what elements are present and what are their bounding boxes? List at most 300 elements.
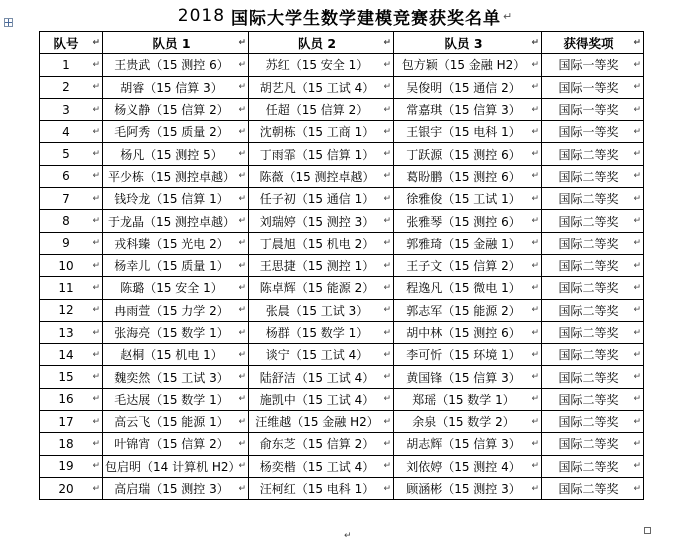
cell-text: 汪柯红（15 电科 1） [259, 482, 375, 497]
cell-text: 包启明（14 计算机 H2） [105, 459, 241, 474]
cell-end-mark-icon: ↵ [633, 37, 641, 48]
table-cell [103, 477, 249, 499]
cell-end-mark-icon: ↵ [92, 126, 100, 137]
cell-text: 12 [58, 303, 74, 318]
table-cell [103, 388, 249, 410]
table-row [40, 344, 644, 366]
cell-end-mark-icon: ↵ [531, 37, 539, 48]
table-cell [394, 366, 542, 388]
table-cell [542, 254, 644, 276]
cell-text: 程逸凡（15 微电 1） [406, 281, 521, 296]
table-cell [103, 433, 249, 455]
cell-text: 杨群（15 数学 1） [265, 326, 369, 340]
cell-text: 陈薇（15 测控卓越） [259, 169, 375, 184]
cell-end-mark-icon: ↵ [238, 438, 246, 449]
table-cell [542, 54, 644, 76]
cell-end-mark-icon: ↵ [383, 349, 391, 360]
cell-text: 胡志辉（15 信算 3） [406, 437, 521, 452]
cell-end-mark-icon: ↵ [238, 37, 246, 48]
table-row [40, 232, 644, 254]
cell-end-mark-icon: ↵ [633, 126, 641, 137]
cell-text: 16 [58, 392, 74, 407]
column-header-label: 队员 1 [152, 35, 191, 51]
cell-text: 1 [62, 57, 70, 72]
cell-text: 郑瑶（15 数学 1） [412, 392, 515, 407]
title-text: 国际大学生数学建模竞赛获奖名单 [231, 8, 502, 29]
table-cell [542, 121, 644, 143]
table-cell [249, 188, 394, 210]
cell-text: 余泉（15 数学 2） [412, 415, 515, 430]
cell-text: 国际一等奖 [558, 58, 619, 73]
table-cell [249, 254, 394, 276]
column-header-label: 队员 3 [444, 35, 483, 51]
cell-end-mark-icon: ↵ [531, 216, 539, 227]
table-cell [40, 165, 103, 187]
cell-text: 10 [58, 258, 74, 273]
cell-text: 平少栋（15 测控卓越） [107, 169, 236, 184]
table-cell [394, 143, 542, 165]
table-resize-handle[interactable] [644, 527, 651, 534]
cell-text: 15 [58, 370, 74, 385]
table-cell [249, 98, 394, 120]
table-cell [542, 210, 644, 232]
cell-text: 国际一等奖 [558, 125, 619, 140]
table-cell [103, 54, 249, 76]
table-cell [249, 321, 394, 343]
cell-end-mark-icon: ↵ [238, 260, 246, 271]
table-row [40, 321, 644, 343]
cell-text: 胡睿（15 信算 3） [120, 80, 223, 95]
paragraph-mark-icon: ↵ [503, 9, 514, 23]
cell-text: 胡中林（15 测控 6） [406, 326, 521, 340]
table-cell [542, 98, 644, 120]
cell-end-mark-icon: ↵ [383, 216, 391, 227]
cell-text: 国际二等奖 [558, 236, 619, 251]
table-cell [103, 232, 249, 254]
table-cell [103, 411, 249, 433]
cell-text: 9 [62, 236, 70, 251]
cell-text: 3 [62, 102, 70, 117]
table-row [40, 433, 644, 455]
cell-text: 毛阿秀（15 质量 2） [114, 125, 229, 140]
cell-text: 刘瑞婷（15 测控 3） [259, 214, 375, 229]
cell-text: 国际二等奖 [558, 281, 619, 296]
table-row [40, 477, 644, 499]
table-row [40, 143, 644, 165]
column-header [40, 32, 103, 54]
cell-text: 魏奕然（15 工试 3） [114, 370, 229, 385]
cell-text: 刘依婷（15 测控 4） [406, 459, 521, 474]
cell-text: 国际二等奖 [558, 192, 619, 207]
cell-end-mark-icon: ↵ [238, 483, 246, 494]
table-cell [249, 388, 394, 410]
cell-text: 国际二等奖 [558, 370, 619, 385]
table-cell [103, 121, 249, 143]
cell-text: 国际二等奖 [558, 147, 619, 162]
cell-text: 7 [62, 191, 70, 206]
cell-end-mark-icon: ↵ [633, 216, 641, 227]
cell-end-mark-icon: ↵ [92, 327, 100, 338]
table-cell [103, 277, 249, 299]
table-cell [40, 143, 103, 165]
cell-end-mark-icon: ↵ [633, 461, 641, 472]
cell-text: 沈朝栋（15 工商 1） [259, 125, 375, 140]
cell-text: 17 [58, 414, 74, 429]
table-cell [40, 254, 103, 276]
table-cell [103, 188, 249, 210]
cell-end-mark-icon: ↵ [383, 126, 391, 137]
cell-text: 冉雨萱（15 力学 2） [114, 303, 229, 318]
cell-end-mark-icon: ↵ [531, 104, 539, 115]
cell-end-mark-icon: ↵ [238, 149, 246, 160]
table-body [40, 54, 644, 500]
cell-end-mark-icon: ↵ [531, 82, 539, 93]
cell-end-mark-icon: ↵ [633, 260, 641, 271]
cell-end-mark-icon: ↵ [92, 349, 100, 360]
cell-end-mark-icon: ↵ [383, 82, 391, 93]
cell-end-mark-icon: ↵ [531, 372, 539, 383]
cell-end-mark-icon: ↵ [92, 461, 100, 472]
cell-text: 顾涵彬（15 测控 3） [406, 482, 521, 497]
table-cell [40, 232, 103, 254]
cell-end-mark-icon: ↵ [383, 37, 391, 48]
table-cell [394, 299, 542, 321]
cell-end-mark-icon: ↵ [238, 216, 246, 227]
cell-end-mark-icon: ↵ [531, 238, 539, 249]
cell-end-mark-icon: ↵ [238, 104, 246, 115]
table-cell [40, 121, 103, 143]
table-row [40, 121, 644, 143]
cell-text: 20 [58, 481, 74, 496]
table-cell [542, 143, 644, 165]
table-cell [394, 165, 542, 187]
cell-end-mark-icon: ↵ [92, 82, 100, 93]
table-cell [249, 165, 394, 187]
table-cell [40, 76, 103, 98]
cell-end-mark-icon: ↵ [383, 327, 391, 338]
table-cell [394, 344, 542, 366]
table-cell [394, 121, 542, 143]
cell-text: 6 [62, 169, 70, 184]
cell-end-mark-icon: ↵ [92, 416, 100, 427]
cell-text: 戎科臻（15 光电 2） [114, 236, 229, 251]
cell-end-mark-icon: ↵ [633, 149, 641, 160]
cell-end-mark-icon: ↵ [92, 149, 100, 160]
cell-text: 国际二等奖 [558, 303, 619, 318]
cell-end-mark-icon: ↵ [531, 483, 539, 494]
cell-text: 国际二等奖 [558, 259, 619, 274]
cell-end-mark-icon: ↵ [633, 59, 641, 70]
cell-text: 俞东芝（15 信算 2） [259, 437, 375, 452]
table-cell [40, 98, 103, 120]
cell-text: 高启瑞（15 测控 3） [114, 482, 229, 497]
table-cell [542, 321, 644, 343]
table-cell [40, 411, 103, 433]
cell-end-mark-icon: ↵ [383, 461, 391, 472]
title-year: 2018 [177, 6, 226, 26]
cell-end-mark-icon: ↵ [238, 327, 246, 338]
table-cell [249, 344, 394, 366]
cell-text: 杨幸儿（15 质量 1） [114, 259, 229, 274]
cell-end-mark-icon: ↵ [383, 193, 391, 204]
table-cell [249, 455, 394, 477]
table-row [40, 277, 644, 299]
column-header [249, 32, 394, 54]
cell-end-mark-icon: ↵ [633, 104, 641, 115]
cell-end-mark-icon: ↵ [383, 282, 391, 293]
cell-text: 徐雅俊（15 工试 1） [406, 192, 521, 207]
cell-text: 杨义静（15 信算 2） [114, 103, 229, 118]
table-cell [394, 433, 542, 455]
cell-end-mark-icon: ↵ [531, 126, 539, 137]
cell-end-mark-icon: ↵ [92, 260, 100, 271]
cell-end-mark-icon: ↵ [238, 305, 246, 316]
cell-text: 杨奕楷（15 工试 4） [259, 459, 375, 474]
table-row [40, 98, 644, 120]
cell-end-mark-icon: ↵ [383, 104, 391, 115]
table-cell [542, 344, 644, 366]
cell-end-mark-icon: ↵ [92, 372, 100, 383]
table-row [40, 188, 644, 210]
cell-end-mark-icon: ↵ [633, 305, 641, 316]
table-cell [40, 54, 103, 76]
cell-text: 李可忻（15 环境 1） [406, 348, 521, 363]
cell-end-mark-icon: ↵ [383, 416, 391, 427]
cell-end-mark-icon: ↵ [383, 394, 391, 405]
cell-text: 丁雨霏（15 信算 1） [259, 147, 375, 162]
table-cell [542, 455, 644, 477]
cell-end-mark-icon: ↵ [383, 305, 391, 316]
column-header [103, 32, 249, 54]
table-cell [249, 121, 394, 143]
cell-end-mark-icon: ↵ [383, 483, 391, 494]
cell-end-mark-icon: ↵ [383, 171, 391, 182]
cell-text: 葛盼鹏（15 测控 6） [406, 169, 521, 184]
cell-text: 2 [62, 80, 70, 95]
table-cell [103, 344, 249, 366]
table-cell [40, 455, 103, 477]
cell-end-mark-icon: ↵ [238, 193, 246, 204]
table-cell [103, 321, 249, 343]
cell-text: 汪维越（15 金融 H2） [255, 415, 379, 430]
cell-end-mark-icon: ↵ [531, 394, 539, 405]
cell-end-mark-icon: ↵ [531, 171, 539, 182]
cell-end-mark-icon: ↵ [92, 171, 100, 182]
table-cell [394, 455, 542, 477]
table-row [40, 299, 644, 321]
cell-end-mark-icon: ↵ [633, 82, 641, 93]
table-row [40, 411, 644, 433]
cell-end-mark-icon: ↵ [383, 149, 391, 160]
cell-end-mark-icon: ↵ [238, 126, 246, 137]
cell-end-mark-icon: ↵ [92, 483, 100, 494]
cell-text: 陈卓辉（15 能源 2） [259, 281, 375, 296]
table-cell [249, 210, 394, 232]
table-cell [542, 188, 644, 210]
cell-text: 王银宇（15 电科 1） [406, 125, 521, 140]
table-cell [249, 477, 394, 499]
cell-text: 陆舒洁（15 工试 4） [259, 370, 375, 385]
cell-text: 于龙晶（15 测控卓越） [107, 214, 236, 229]
table-cell [40, 188, 103, 210]
table-row [40, 165, 644, 187]
table-cell [542, 232, 644, 254]
cell-text: 国际二等奖 [558, 482, 619, 497]
cell-end-mark-icon: ↵ [92, 282, 100, 293]
cell-end-mark-icon: ↵ [531, 282, 539, 293]
cell-end-mark-icon: ↵ [633, 416, 641, 427]
table-cell [103, 455, 249, 477]
cell-text: 常嘉琪（15 信算 3） [406, 103, 521, 118]
cell-end-mark-icon: ↵ [633, 193, 641, 204]
table-cell [542, 366, 644, 388]
table-cell [249, 143, 394, 165]
table-row [40, 455, 644, 477]
table-cell [40, 299, 103, 321]
cell-end-mark-icon: ↵ [383, 372, 391, 383]
cell-end-mark-icon: ↵ [531, 193, 539, 204]
cell-end-mark-icon: ↵ [633, 171, 641, 182]
cell-text: 王子文（15 信算 2） [406, 259, 521, 274]
table-row [40, 76, 644, 98]
cell-text: 国际二等奖 [558, 437, 619, 452]
table-cell [103, 254, 249, 276]
cell-end-mark-icon: ↵ [92, 104, 100, 115]
table-cell [394, 477, 542, 499]
cell-end-mark-icon: ↵ [531, 260, 539, 271]
table-cell [542, 76, 644, 98]
table-header-row [40, 32, 644, 54]
cell-text: 郭雅琦（15 金融 1） [406, 236, 521, 251]
table-cell [103, 299, 249, 321]
cell-text: 苏红（15 安全 1） [265, 58, 369, 73]
cell-end-mark-icon: ↵ [92, 438, 100, 449]
table-cell [394, 210, 542, 232]
cell-end-mark-icon: ↵ [531, 349, 539, 360]
cell-text: 5 [62, 147, 70, 162]
table-cell [249, 277, 394, 299]
cell-text: 张海亮（15 数学 1） [114, 326, 229, 340]
table-cell [249, 366, 394, 388]
cell-end-mark-icon: ↵ [531, 59, 539, 70]
cell-text: 国际二等奖 [558, 214, 619, 229]
cell-text: 国际一等奖 [558, 103, 619, 118]
cell-end-mark-icon: ↵ [633, 438, 641, 449]
cell-text: 包方颖（15 金融 H2） [401, 58, 526, 73]
column-header [542, 32, 644, 54]
table-cell [103, 210, 249, 232]
cell-text: 郭志军（15 能源 2） [406, 303, 521, 318]
cell-text: 任超（15 信算 2） [265, 103, 369, 118]
cell-end-mark-icon: ↵ [92, 59, 100, 70]
table-cell [542, 411, 644, 433]
cell-end-mark-icon: ↵ [238, 394, 246, 405]
table-cell [542, 277, 644, 299]
cell-text: 国际二等奖 [558, 459, 619, 474]
cell-text: 钱玲龙（15 信算 1） [114, 192, 229, 207]
table-cell [542, 165, 644, 187]
cell-end-mark-icon: ↵ [92, 305, 100, 316]
table-cell [394, 76, 542, 98]
cell-end-mark-icon: ↵ [383, 260, 391, 271]
table-cell [542, 477, 644, 499]
cell-text: 赵桐（15 机电 1） [120, 348, 223, 363]
cell-end-mark-icon: ↵ [238, 372, 246, 383]
table-cell [40, 210, 103, 232]
table-cell [394, 388, 542, 410]
cell-text: 高云飞（15 能源 1） [114, 415, 229, 430]
table-cell [542, 299, 644, 321]
column-header-label: 队员 2 [297, 35, 337, 51]
cell-text: 王贵武（15 测控 6） [114, 58, 229, 73]
table-cell [394, 98, 542, 120]
cell-end-mark-icon: ↵ [92, 394, 100, 405]
table-cell [249, 76, 394, 98]
cell-end-mark-icon: ↵ [238, 282, 246, 293]
paragraph-mark-icon: ↵ [344, 531, 352, 541]
cell-end-mark-icon: ↵ [383, 59, 391, 70]
cell-text: 国际二等奖 [558, 348, 619, 363]
table-cell [542, 433, 644, 455]
table-cell [40, 344, 103, 366]
table-row [40, 54, 644, 76]
cell-end-mark-icon: ↵ [633, 483, 641, 494]
cell-end-mark-icon: ↵ [238, 82, 246, 93]
column-header [394, 32, 542, 54]
table-cell [40, 277, 103, 299]
cell-end-mark-icon: ↵ [383, 238, 391, 249]
cell-text: 18 [58, 436, 74, 451]
table-cell [40, 366, 103, 388]
cell-end-mark-icon: ↵ [238, 171, 246, 182]
cell-end-mark-icon: ↵ [633, 327, 641, 338]
cell-text: 19 [58, 459, 74, 474]
table-cell [103, 76, 249, 98]
cell-end-mark-icon: ↵ [633, 372, 641, 383]
table-cell [103, 98, 249, 120]
table-cell [249, 54, 394, 76]
cell-text: 国际一等奖 [558, 80, 619, 95]
cell-end-mark-icon: ↵ [531, 438, 539, 449]
cell-text: 丁跃源（15 测控 6） [406, 147, 521, 162]
cell-text: 国际二等奖 [558, 169, 619, 184]
cell-end-mark-icon: ↵ [383, 438, 391, 449]
award-table [39, 31, 644, 500]
cell-text: 张雅琴（15 测控 6） [406, 214, 521, 229]
cell-text: 杨凡（15 测控 5） [120, 147, 223, 162]
table-cell [249, 299, 394, 321]
table-cell [103, 165, 249, 187]
table-cell [103, 143, 249, 165]
table-row [40, 254, 644, 276]
cell-end-mark-icon: ↵ [633, 238, 641, 249]
cell-text: 施凯中（15 工试 4） [259, 392, 375, 407]
cell-end-mark-icon: ↵ [531, 305, 539, 316]
cell-text: 8 [62, 214, 70, 229]
cell-text: 黄国锋（15 信算 3） [406, 370, 521, 385]
table-cell [249, 232, 394, 254]
table-cell [103, 366, 249, 388]
cell-text: 叶锦宵（15 信算 2） [114, 437, 229, 452]
cell-end-mark-icon: ↵ [531, 149, 539, 160]
cell-text: 张晨（15 工试 3） [265, 303, 369, 318]
cell-text: 陈璐（15 安全 1） [120, 281, 223, 296]
cell-text: 王思捷（15 测控 1） [259, 259, 375, 274]
table-cell [394, 232, 542, 254]
table-cell [394, 254, 542, 276]
cell-end-mark-icon: ↵ [92, 37, 100, 48]
cell-end-mark-icon: ↵ [633, 394, 641, 405]
